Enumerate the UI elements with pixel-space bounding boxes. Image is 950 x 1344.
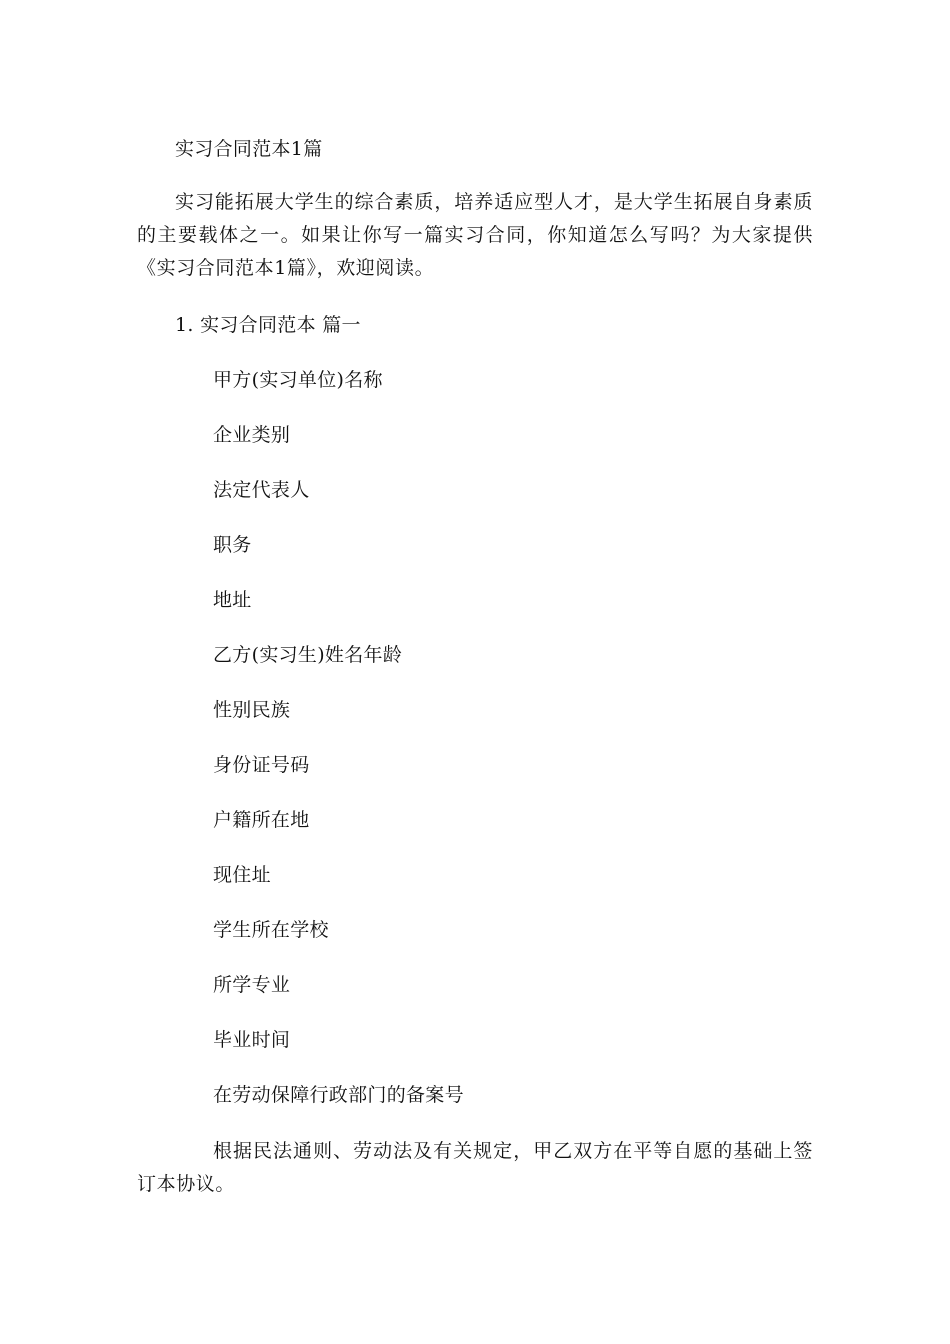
intro-paragraph: 实习能拓展大学生的综合素质，培养适应型人才，是大学生拓展自身素质的主要载体之一。如果让你写一篇实习合同，你知道怎么写吗？为大家提供《实习合同范本1篇》，欢迎阅读。 [137, 191, 813, 279]
field-position: 职务 [213, 534, 252, 556]
field-enterprise-type: 企业类别 [213, 424, 291, 446]
document-title: 实习合同范本1篇 [175, 138, 323, 160]
field-id-number: 身份证号码 [213, 754, 310, 776]
section-heading: 1. 实习合同范本 篇一 [175, 314, 361, 336]
closing-paragraph: 根据民法通则、劳动法及有关规定，甲乙双方在平等自愿的基础上签订本协议。 [137, 1140, 813, 1195]
field-legal-representative: 法定代表人 [213, 479, 310, 501]
field-party-a-name: 甲方(实习单位)名称 [213, 369, 383, 391]
field-address: 地址 [213, 589, 252, 611]
field-household-registration: 户籍所在地 [213, 809, 310, 831]
field-gender-ethnicity: 性别民族 [213, 699, 291, 721]
field-filing-number: 在劳动保障行政部门的备案号 [213, 1084, 464, 1106]
field-graduation-time: 毕业时间 [213, 1029, 291, 1051]
field-school: 学生所在学校 [213, 919, 329, 941]
field-current-address: 现住址 [213, 864, 271, 886]
field-major: 所学专业 [213, 974, 291, 996]
field-party-b-name-age: 乙方(实习生)姓名年龄 [213, 644, 403, 666]
